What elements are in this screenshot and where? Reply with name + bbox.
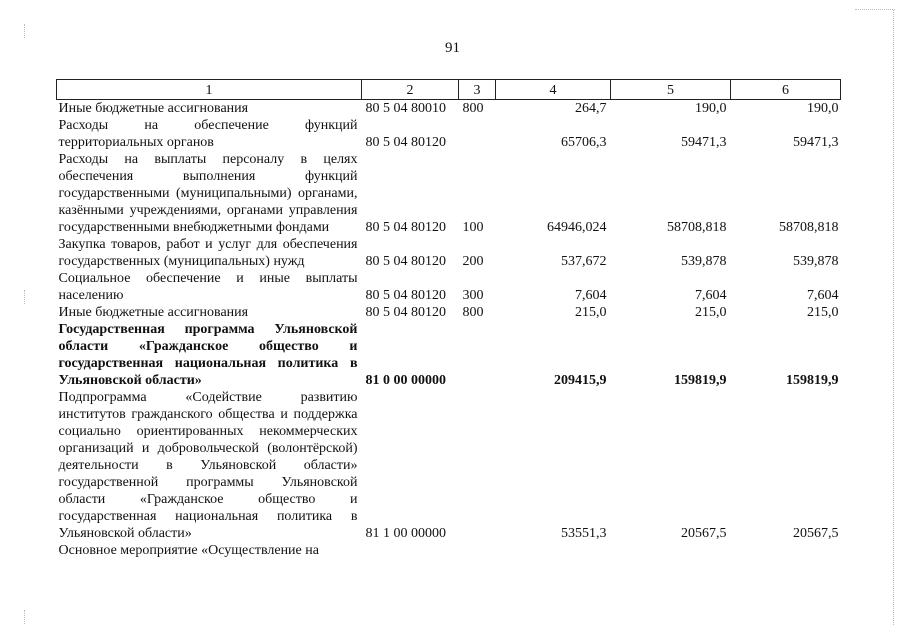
table-row xyxy=(57,270,841,304)
scan-mark-left xyxy=(24,290,25,304)
column-header: 4 xyxy=(496,80,611,100)
row-expense-type xyxy=(459,542,496,559)
scan-border-right xyxy=(893,10,894,625)
row-expense-type: 100 xyxy=(462,220,484,235)
row-value-col6: 539,878 xyxy=(793,254,839,269)
row-value-col4: 7,604 xyxy=(575,288,607,303)
row-code: 80 5 04 80120 xyxy=(365,254,446,269)
row-value-col4 xyxy=(496,542,611,559)
row-expense-type xyxy=(459,117,496,151)
row-value-col4: 64946,024 xyxy=(547,220,607,235)
row-name: Основное мероприятие «Осуществление на xyxy=(58,543,319,558)
table-header-row xyxy=(57,80,841,100)
row-value-col5: 539,878 xyxy=(681,254,727,269)
row-name: Расходы на обеспечение функций территориальных органов xyxy=(58,118,358,150)
row-value-col4: 264,7 xyxy=(575,101,607,116)
row-name: Закупка товаров, работ и услуг для обеспечения государственных (муниципальных) нужд xyxy=(58,237,358,269)
row-code: 80 5 04 80120 xyxy=(365,220,446,235)
row-value-col6 xyxy=(731,542,841,559)
column-header: 3 xyxy=(459,80,496,100)
row-value-col4: 65706,3 xyxy=(561,135,607,150)
table-row xyxy=(57,304,841,321)
page-number: 91 xyxy=(445,40,460,56)
table-row xyxy=(57,542,841,559)
row-code: 80 5 04 80120 xyxy=(365,305,446,320)
row-value-col5: 190,0 xyxy=(695,101,727,116)
row-value-col6: 7,604 xyxy=(807,288,839,303)
row-code: 80 5 04 80010 xyxy=(365,101,446,116)
row-code: 81 0 00 00000 xyxy=(365,373,446,388)
row-name: Иные бюджетные ассигнования xyxy=(58,305,249,320)
row-value-col5 xyxy=(611,542,731,559)
row-expense-type: 300 xyxy=(462,288,484,303)
table-row xyxy=(57,151,841,236)
table-row xyxy=(57,389,841,542)
row-value-col5: 215,0 xyxy=(695,305,727,320)
row-expense-type: 800 xyxy=(462,305,484,320)
row-value-col5: 59471,3 xyxy=(681,135,727,150)
row-value-col5: 7,604 xyxy=(695,288,727,303)
row-name: Социальное обеспечение и иные выплаты населению xyxy=(58,271,358,303)
row-code: 81 1 00 00000 xyxy=(365,526,446,541)
row-expense-type xyxy=(459,389,496,542)
row-value-col6: 215,0 xyxy=(807,305,839,320)
row-code: 80 5 04 80120 xyxy=(365,288,446,303)
column-header: 5 xyxy=(611,80,731,100)
row-code xyxy=(362,542,459,559)
row-name: Подпрограмма «Содействие развитию институтов гражданского общества и поддержка социально ориентированных некоммерческих организаций и добровольческой (волонтёрской) деятельности в Ульяновской области» государственной программы Ульяновской области «Гражданское общество и государственная национальная политика в Ульяновской области» xyxy=(58,390,358,541)
column-header: 6 xyxy=(731,80,841,100)
scan-mark-left xyxy=(24,24,25,38)
row-value-col5: 58708,818 xyxy=(667,220,727,235)
table-row xyxy=(57,117,841,151)
row-value-col4: 53551,3 xyxy=(561,526,607,541)
row-value-col4: 537,672 xyxy=(561,254,607,269)
column-header: 1 xyxy=(57,80,362,100)
row-value-col6: 58708,818 xyxy=(779,220,839,235)
row-expense-type: 200 xyxy=(462,254,484,269)
scan-border-top xyxy=(855,9,895,10)
row-code: 80 5 04 80120 xyxy=(365,135,446,150)
row-value-col4: 215,0 xyxy=(575,305,607,320)
row-value-col5: 20567,5 xyxy=(681,526,727,541)
budget-table xyxy=(56,79,841,559)
row-value-col5: 159819,9 xyxy=(674,373,727,388)
row-name: Расходы на выплаты персоналу в целях обеспечения выполнения функций государственными (муниципальными) органами, казёнными учреждениями, органами управления государственными внебюджетными фондами xyxy=(58,152,358,235)
row-name: Иные бюджетные ассигнования xyxy=(58,101,249,116)
row-value-col6: 190,0 xyxy=(807,101,839,116)
table-row xyxy=(57,321,841,389)
row-value-col6: 20567,5 xyxy=(793,526,839,541)
table-body xyxy=(57,100,841,560)
scan-mark-left xyxy=(24,610,25,624)
table-row xyxy=(57,236,841,270)
row-value-col4: 209415,9 xyxy=(554,373,607,388)
table-row xyxy=(57,100,841,118)
column-header: 2 xyxy=(362,80,459,100)
row-name: Государственная программа Ульяновской области «Гражданское общество и государственная национальная политика в Ульяновской области» xyxy=(58,322,358,388)
row-expense-type: 800 xyxy=(462,101,484,116)
row-expense-type xyxy=(459,321,496,389)
row-value-col6: 59471,3 xyxy=(793,135,839,150)
row-value-col6: 159819,9 xyxy=(786,373,839,388)
